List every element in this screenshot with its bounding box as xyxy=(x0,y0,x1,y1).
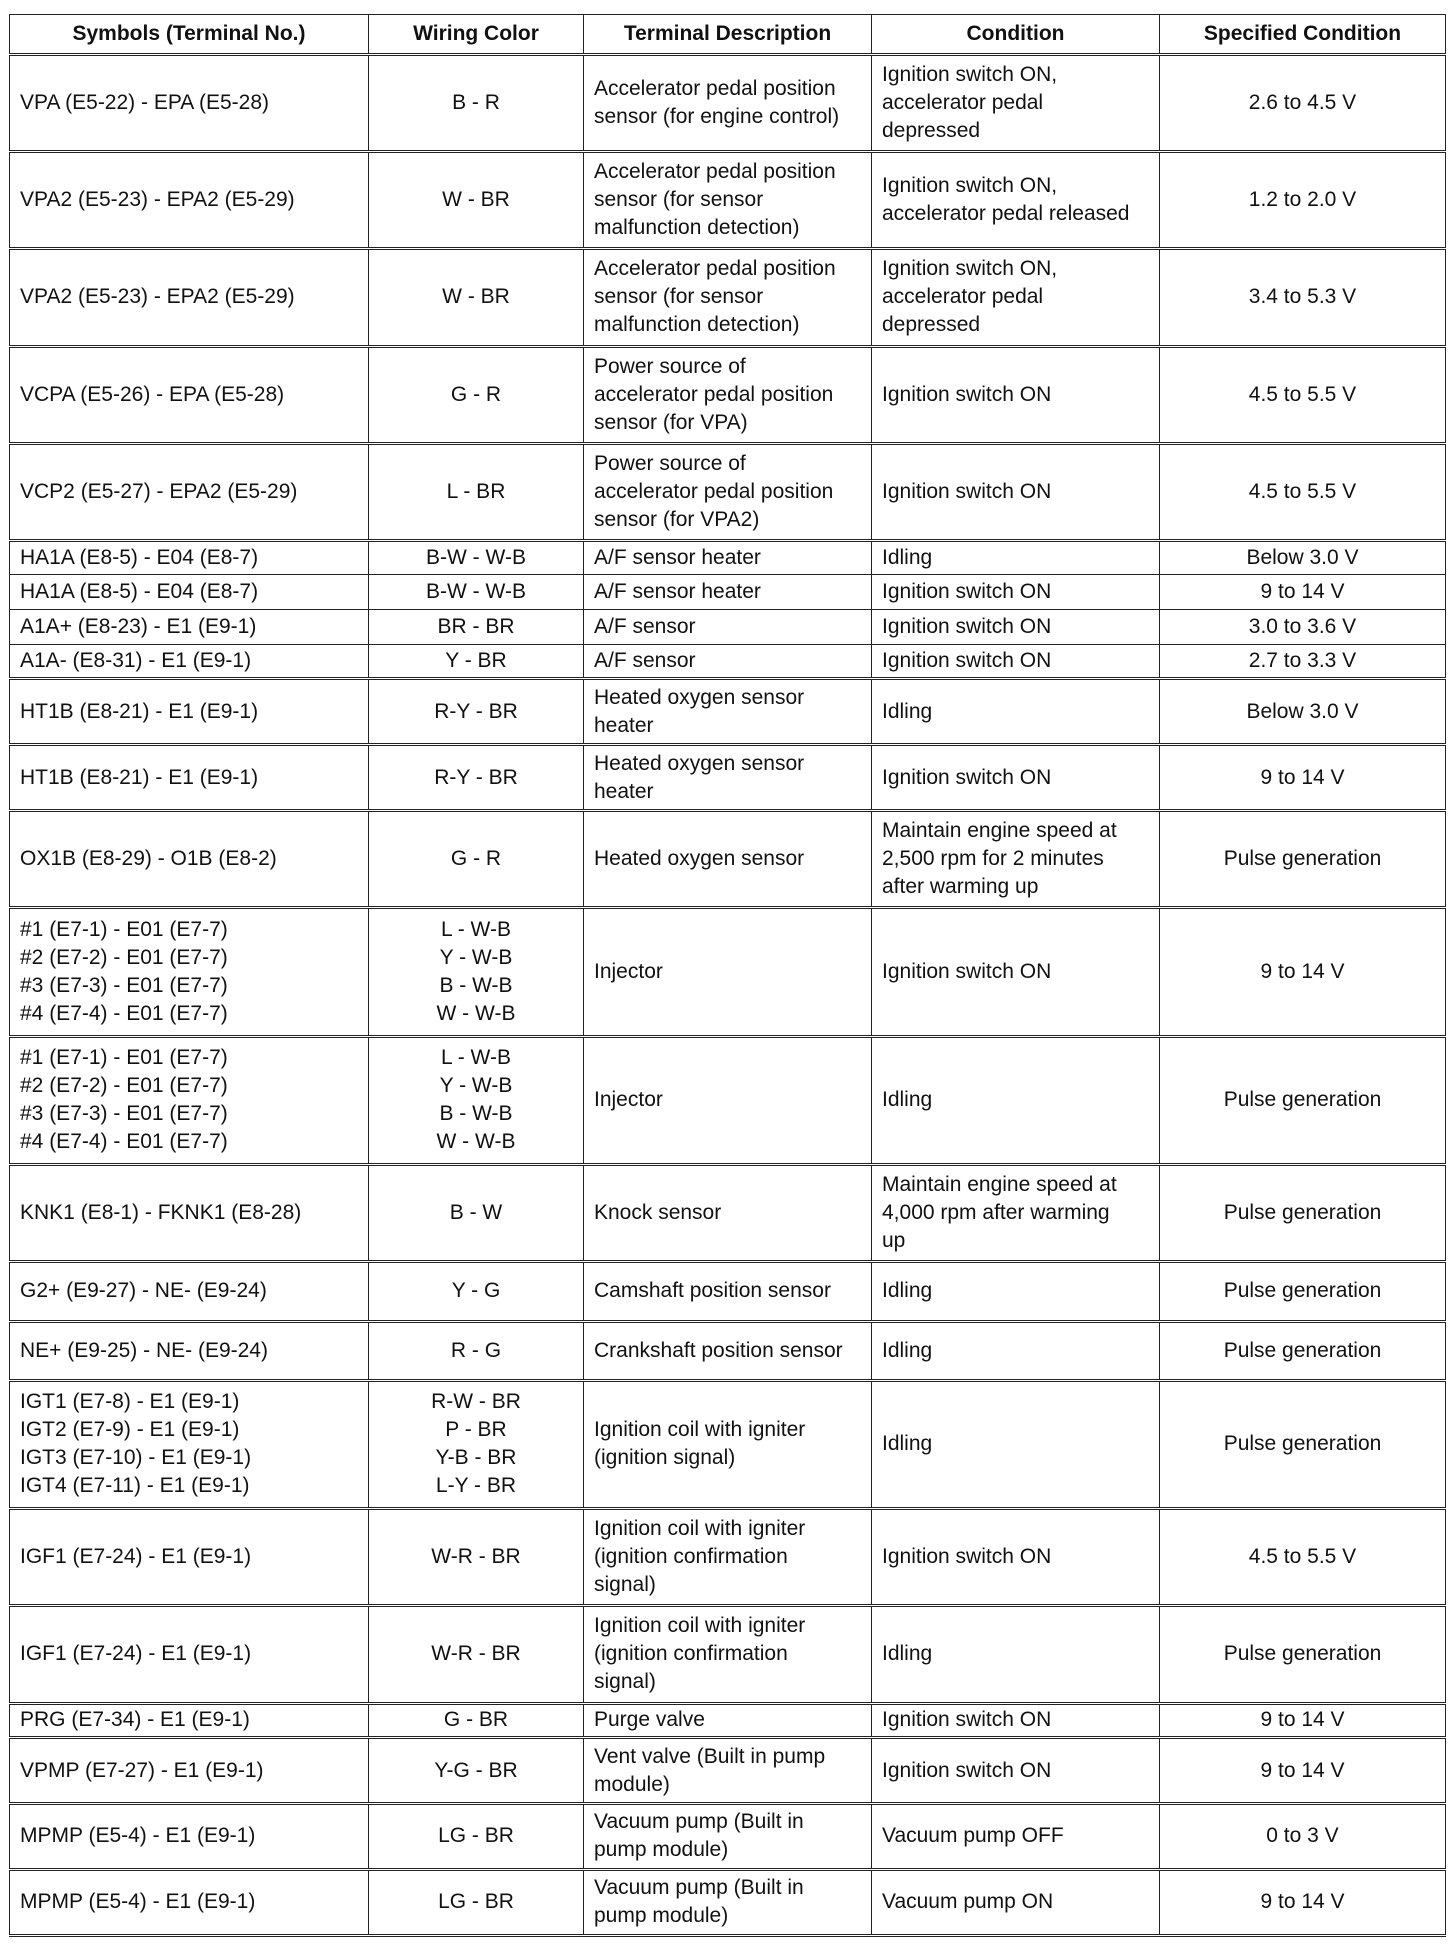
cell-line: HA1A (E8-5) - E04 (E8-7) xyxy=(20,546,259,570)
condition-cell xyxy=(872,1262,1160,1321)
wiring-color-cell xyxy=(369,1165,584,1262)
cell-line: L-Y - BR xyxy=(435,1474,517,1498)
wiring-color-cell xyxy=(369,540,584,575)
cell-line: Ignition switch ON xyxy=(882,614,1052,638)
cell-line: up xyxy=(882,1229,906,1253)
cell-line: pump module) xyxy=(594,1904,729,1928)
condition-cell xyxy=(872,610,1160,645)
condition-cell xyxy=(872,1869,1160,1935)
cell-line: sensor (for VPA) xyxy=(594,410,748,434)
cell-line: accelerator pedal released xyxy=(882,202,1130,226)
cell-line: W - W-B xyxy=(436,1002,516,1026)
cell-line: NE+ (E9-25) - NE- (E9-24) xyxy=(20,1338,268,1362)
specified-condition-cell: 9 to 14 V xyxy=(1160,1869,1446,1935)
wiring-color-cell xyxy=(369,1380,584,1508)
header-wiring-color: Wiring Color xyxy=(369,15,584,55)
cell-line: A/F sensor heater xyxy=(594,546,761,570)
specified-condition-cell: Below 3.0 V xyxy=(1160,679,1446,745)
cell-line: W-R - BR xyxy=(431,1545,521,1569)
table-row xyxy=(10,540,1446,575)
cell-line: Idling xyxy=(882,1279,933,1303)
specified-condition-cell: 9 to 14 V xyxy=(1160,1703,1446,1738)
symbols-cell xyxy=(10,1321,369,1380)
cell-line: Ignition coil with igniter xyxy=(594,1517,806,1541)
cell-line: #2 (E7-2) - E01 (E7-7) xyxy=(20,1074,228,1098)
cell-line: #4 (E7-4) - E01 (E7-7) xyxy=(20,1002,228,1026)
description-cell xyxy=(584,1380,872,1508)
cell-line: OX1B (E8-29) - O1B (E8-2) xyxy=(20,847,277,871)
description-cell xyxy=(584,1262,872,1321)
cell-line: Idling xyxy=(882,1432,933,1456)
wiring-color-cell xyxy=(369,644,584,679)
cell-line: Injector xyxy=(594,1088,663,1112)
cell-line: P - BR xyxy=(445,1418,507,1442)
cell-line: Power source of xyxy=(594,354,746,378)
cell-line: Ignition switch ON xyxy=(882,960,1052,984)
cell-line: VPMP (E7-27) - E1 (E9-1) xyxy=(20,1758,264,1782)
cell-line: accelerator pedal position xyxy=(594,382,834,406)
specified-condition-cell: Pulse generation xyxy=(1160,1380,1446,1508)
cell-line: Idling xyxy=(882,1338,933,1362)
symbols-cell xyxy=(10,1869,369,1935)
cell-line: Injector xyxy=(594,960,663,984)
cell-line: L - W-B xyxy=(440,918,511,942)
cell-line: Ignition switch ON xyxy=(882,1545,1052,1569)
cell-line: A/F sensor heater xyxy=(594,580,761,604)
cell-line: Y - BR xyxy=(445,649,507,673)
cell-line: W - BR xyxy=(442,188,510,212)
table-row xyxy=(10,249,1446,346)
specified-condition-cell: 0 to 3 V xyxy=(1160,1804,1446,1870)
cell-line: Accelerator pedal position xyxy=(594,160,836,184)
symbols-cell xyxy=(10,1509,369,1606)
wiring-color-cell xyxy=(369,1036,584,1164)
specified-condition-cell: 9 to 14 V xyxy=(1160,1738,1446,1804)
table-row xyxy=(10,346,1446,443)
cell-line: HT1B (E8-21) - E1 (E9-1) xyxy=(20,765,259,789)
cell-line: 4,000 rpm after warming xyxy=(882,1201,1110,1225)
cell-line: Crankshaft position sensor xyxy=(594,1338,843,1362)
condition-cell xyxy=(872,1738,1160,1804)
table-row xyxy=(10,575,1446,610)
symbols-cell xyxy=(10,55,369,152)
cell-line: Ignition switch ON xyxy=(882,649,1052,673)
cell-line: sensor (for sensor xyxy=(594,285,764,309)
cell-line: module) xyxy=(594,1772,670,1796)
cell-line: #1 (E7-1) - E01 (E7-7) xyxy=(20,918,228,942)
cell-line: PRG (E7-34) - E1 (E9-1) xyxy=(20,1708,250,1732)
cell-line: Y-G - BR xyxy=(434,1758,518,1782)
symbols-cell xyxy=(10,1738,369,1804)
cell-line: heater xyxy=(594,713,654,737)
symbols-cell xyxy=(10,644,369,679)
specified-condition-cell: Pulse generation xyxy=(1160,1321,1446,1380)
cell-line: B - W xyxy=(449,1201,503,1225)
symbols-cell xyxy=(10,610,369,645)
symbols-cell xyxy=(10,1165,369,1262)
symbols-cell xyxy=(10,811,369,908)
wiring-color-cell xyxy=(369,1738,584,1804)
cell-line: W - BR xyxy=(442,285,510,309)
cell-line: VPA (E5-22) - EPA (E5-28) xyxy=(20,91,269,115)
cell-line: accelerator pedal xyxy=(882,91,1044,115)
description-cell xyxy=(584,1321,872,1380)
cell-line: Heated oxygen sensor xyxy=(594,751,805,775)
table-row xyxy=(10,679,1446,745)
symbols-cell xyxy=(10,1262,369,1321)
table-row xyxy=(10,443,1446,540)
specified-condition-cell: 3.0 to 3.6 V xyxy=(1160,610,1446,645)
cell-line: pump module) xyxy=(594,1838,729,1862)
cell-line: Maintain engine speed at xyxy=(882,1173,1117,1197)
table-row xyxy=(10,1804,1446,1870)
table-row xyxy=(10,1509,1446,1606)
cell-line: B-W - W-B xyxy=(426,546,526,570)
description-cell xyxy=(584,1869,872,1935)
table-body xyxy=(10,55,1446,1936)
condition-cell xyxy=(872,1321,1160,1380)
symbols-cell xyxy=(10,679,369,745)
cell-line: #1 (E7-1) - E01 (E7-7) xyxy=(20,1046,228,1070)
description-cell xyxy=(584,443,872,540)
condition-cell xyxy=(872,811,1160,908)
symbols-cell xyxy=(10,1804,369,1870)
header-row xyxy=(10,15,1446,55)
condition-cell xyxy=(872,1165,1160,1262)
symbols-cell xyxy=(10,1703,369,1738)
cell-line: LG - BR xyxy=(438,1890,514,1914)
condition-cell xyxy=(872,1380,1160,1508)
cell-line: G - BR xyxy=(443,1708,509,1732)
table-row xyxy=(10,811,1446,908)
condition-cell xyxy=(872,679,1160,745)
cell-line: IGF1 (E7-24) - E1 (E9-1) xyxy=(20,1545,252,1569)
specified-condition-cell: Pulse generation xyxy=(1160,1036,1446,1164)
specified-condition-cell: 9 to 14 V xyxy=(1160,575,1446,610)
table-row xyxy=(10,1869,1446,1935)
wiring-color-cell xyxy=(369,908,584,1036)
cell-line: malfunction detection) xyxy=(594,313,800,337)
cell-line: B - W-B xyxy=(439,974,513,998)
symbols-cell xyxy=(10,1380,369,1508)
description-cell xyxy=(584,1165,872,1262)
cell-line: Ignition switch ON, xyxy=(882,257,1058,281)
cell-line: Vacuum pump (Built in xyxy=(594,1810,804,1834)
condition-cell xyxy=(872,908,1160,1036)
cell-line: R-W - BR xyxy=(431,1390,521,1414)
terminal-spec-table xyxy=(9,14,1446,1937)
condition-cell xyxy=(872,443,1160,540)
cell-line: G - R xyxy=(450,847,502,871)
cell-line: B-W - W-B xyxy=(426,580,526,604)
cell-line: A/F sensor xyxy=(594,649,696,673)
cell-line: Knock sensor xyxy=(594,1201,722,1225)
wiring-color-cell xyxy=(369,1321,584,1380)
cell-line: Ignition coil with igniter xyxy=(594,1418,806,1442)
cell-line: Idling xyxy=(882,699,933,723)
symbols-cell xyxy=(10,908,369,1036)
condition-cell xyxy=(872,1606,1160,1703)
table-row xyxy=(10,1703,1446,1738)
description-cell xyxy=(584,1738,872,1804)
cell-line: VPA2 (E5-23) - EPA2 (E5-29) xyxy=(20,188,295,212)
cell-line: sensor (for sensor xyxy=(594,188,764,212)
symbols-cell xyxy=(10,540,369,575)
cell-line: signal) xyxy=(594,1573,656,1597)
wiring-color-cell xyxy=(369,1509,584,1606)
cell-line: Ignition switch ON xyxy=(882,1708,1052,1732)
cell-line: G - R xyxy=(450,382,502,406)
cell-line: A1A- (E8-31) - E1 (E9-1) xyxy=(20,649,252,673)
specified-condition-cell: Pulse generation xyxy=(1160,811,1446,908)
description-cell xyxy=(584,152,872,249)
cell-line: Power source of xyxy=(594,451,746,475)
condition-cell xyxy=(872,249,1160,346)
description-cell xyxy=(584,610,872,645)
cell-line: after warming up xyxy=(882,875,1039,899)
cell-line: Ignition switch ON xyxy=(882,479,1052,503)
cell-line: Accelerator pedal position xyxy=(594,257,836,281)
cell-line: (ignition signal) xyxy=(594,1446,736,1470)
cell-line: IGT4 (E7-11) - E1 (E9-1) xyxy=(20,1474,250,1498)
cell-line: VCP2 (E5-27) - EPA2 (E5-29) xyxy=(20,479,298,503)
cell-line: IGT3 (E7-10) - E1 (E9-1) xyxy=(20,1446,252,1470)
cell-line: Idling xyxy=(882,1088,933,1112)
cell-line: Vacuum pump OFF xyxy=(882,1824,1064,1848)
symbols-cell xyxy=(10,346,369,443)
cell-line: B - R xyxy=(452,91,500,115)
specified-condition-cell: 9 to 14 V xyxy=(1160,745,1446,811)
table-row xyxy=(10,1738,1446,1804)
table-row xyxy=(10,1606,1446,1703)
wiring-color-cell xyxy=(369,249,584,346)
table-row xyxy=(10,1262,1446,1321)
wiring-color-cell xyxy=(369,1804,584,1870)
condition-cell xyxy=(872,152,1160,249)
cell-line: R-Y - BR xyxy=(434,765,518,789)
description-cell xyxy=(584,1606,872,1703)
cell-line: G2+ (E9-27) - NE- (E9-24) xyxy=(20,1279,267,1303)
cell-line: Ignition switch ON xyxy=(882,580,1052,604)
condition-cell xyxy=(872,575,1160,610)
condition-cell xyxy=(872,55,1160,152)
cell-line: A1A+ (E8-23) - E1 (E9-1) xyxy=(20,614,257,638)
wiring-color-cell xyxy=(369,152,584,249)
description-cell xyxy=(584,644,872,679)
cell-line: Y-B - BR xyxy=(435,1446,517,1470)
cell-line: sensor (for engine control) xyxy=(594,105,840,129)
header-terminal-description: Terminal Description xyxy=(584,15,872,55)
cell-line: MPMP (E5-4) - E1 (E9-1) xyxy=(20,1890,256,1914)
wiring-color-cell xyxy=(369,346,584,443)
specified-condition-cell: Pulse generation xyxy=(1160,1262,1446,1321)
cell-line: Vent valve (Built in pump xyxy=(594,1744,826,1768)
table-row xyxy=(10,610,1446,645)
table-row xyxy=(10,1380,1446,1508)
cell-line: Idling xyxy=(882,546,933,570)
description-cell xyxy=(584,745,872,811)
specified-condition-cell: 2.6 to 4.5 V xyxy=(1160,55,1446,152)
condition-cell xyxy=(872,1804,1160,1870)
table-row xyxy=(10,644,1446,679)
condition-cell xyxy=(872,745,1160,811)
cell-line: A/F sensor xyxy=(594,614,696,638)
cell-line: Ignition switch ON xyxy=(882,382,1052,406)
cell-line: KNK1 (E8-1) - FKNK1 (E8-28) xyxy=(20,1201,302,1225)
cell-line: sensor (for VPA2) xyxy=(594,507,760,531)
wiring-color-cell xyxy=(369,679,584,745)
cell-line: L - W-B xyxy=(440,1046,511,1070)
table-row xyxy=(10,1036,1446,1164)
cell-line: VPA2 (E5-23) - EPA2 (E5-29) xyxy=(20,285,295,309)
cell-line: Accelerator pedal position xyxy=(594,77,836,101)
description-cell xyxy=(584,1036,872,1164)
description-cell xyxy=(584,346,872,443)
description-cell xyxy=(584,575,872,610)
specified-condition-cell: 9 to 14 V xyxy=(1160,908,1446,1036)
condition-cell xyxy=(872,346,1160,443)
condition-cell xyxy=(872,1509,1160,1606)
description-cell xyxy=(584,908,872,1036)
table-row xyxy=(10,1321,1446,1380)
cell-line: HA1A (E8-5) - E04 (E8-7) xyxy=(20,580,259,604)
cell-line: (ignition confirmation xyxy=(594,1642,788,1666)
cell-line: BR - BR xyxy=(437,614,515,638)
table-row xyxy=(10,1165,1446,1262)
header-condition: Condition xyxy=(872,15,1160,55)
description-cell xyxy=(584,1703,872,1738)
specified-condition-cell: 3.4 to 5.3 V xyxy=(1160,249,1446,346)
cell-line: R-Y - BR xyxy=(434,699,518,723)
cell-line: Y - W-B xyxy=(439,946,513,970)
symbols-cell xyxy=(10,249,369,346)
cell-line: Ignition switch ON, xyxy=(882,63,1058,87)
description-cell xyxy=(584,540,872,575)
cell-line: 2,500 rpm for 2 minutes xyxy=(882,847,1104,871)
cell-line: Ignition switch ON, xyxy=(882,174,1058,198)
header-symbols: Symbols (Terminal No.) xyxy=(10,15,369,55)
symbols-cell xyxy=(10,745,369,811)
cell-line: Vacuum pump ON xyxy=(882,1890,1054,1914)
cell-line: depressed xyxy=(882,119,981,143)
condition-cell xyxy=(872,644,1160,679)
cell-line: Vacuum pump (Built in xyxy=(594,1876,804,1900)
specified-condition-cell: 1.2 to 2.0 V xyxy=(1160,152,1446,249)
cell-line: W - W-B xyxy=(436,1130,516,1154)
cell-line: heater xyxy=(594,779,654,803)
cell-line: LG - BR xyxy=(438,1824,514,1848)
cell-line: Ignition switch ON xyxy=(882,1758,1052,1782)
wiring-color-cell xyxy=(369,1703,584,1738)
cell-line: B - W-B xyxy=(439,1102,513,1126)
cell-line: IGT2 (E7-9) - E1 (E9-1) xyxy=(20,1418,240,1442)
cell-line: MPMP (E5-4) - E1 (E9-1) xyxy=(20,1824,256,1848)
cell-line: accelerator pedal xyxy=(882,285,1044,309)
description-cell xyxy=(584,811,872,908)
description-cell xyxy=(584,249,872,346)
description-cell xyxy=(584,1804,872,1870)
symbols-cell xyxy=(10,1606,369,1703)
cell-line: Purge valve xyxy=(594,1708,705,1732)
cell-line: Maintain engine speed at xyxy=(882,819,1117,843)
specified-condition-cell: Pulse generation xyxy=(1160,1606,1446,1703)
specified-condition-cell: 4.5 to 5.5 V xyxy=(1160,443,1446,540)
wiring-color-cell xyxy=(369,55,584,152)
cell-line: depressed xyxy=(882,313,981,337)
cell-line: IGT1 (E7-8) - E1 (E9-1) xyxy=(20,1390,240,1414)
specified-condition-cell: Pulse generation xyxy=(1160,1165,1446,1262)
specified-condition-cell: 2.7 to 3.3 V xyxy=(1160,644,1446,679)
cell-line: HT1B (E8-21) - E1 (E9-1) xyxy=(20,699,259,723)
description-cell xyxy=(584,1509,872,1606)
symbols-cell xyxy=(10,443,369,540)
description-cell xyxy=(584,55,872,152)
table-row xyxy=(10,152,1446,249)
wiring-color-cell xyxy=(369,745,584,811)
cell-line: Heated oxygen sensor xyxy=(594,685,805,709)
cell-line: W-R - BR xyxy=(431,1642,521,1666)
cell-line: (ignition confirmation xyxy=(594,1545,788,1569)
description-cell xyxy=(584,679,872,745)
condition-cell xyxy=(872,1703,1160,1738)
specified-condition-cell: Below 3.0 V xyxy=(1160,540,1446,575)
table-row xyxy=(10,908,1446,1036)
cell-line: Idling xyxy=(882,1642,933,1666)
cell-line: Heated oxygen sensor xyxy=(594,847,805,871)
specified-condition-cell: 4.5 to 5.5 V xyxy=(1160,346,1446,443)
symbols-cell xyxy=(10,152,369,249)
cell-line: Camshaft position sensor xyxy=(594,1279,831,1303)
cell-line: Ignition coil with igniter xyxy=(594,1614,806,1638)
condition-cell xyxy=(872,540,1160,575)
cell-line: #4 (E7-4) - E01 (E7-7) xyxy=(20,1130,228,1154)
wiring-color-cell xyxy=(369,811,584,908)
cell-line: #3 (E7-3) - E01 (E7-7) xyxy=(20,974,228,998)
wiring-color-cell xyxy=(369,575,584,610)
wiring-color-cell xyxy=(369,610,584,645)
table-row xyxy=(10,745,1446,811)
condition-cell xyxy=(872,1036,1160,1164)
cell-line: R - G xyxy=(450,1338,502,1362)
symbols-cell xyxy=(10,575,369,610)
wiring-color-cell xyxy=(369,1606,584,1703)
wiring-color-cell xyxy=(369,1869,584,1935)
cell-line: Y - G xyxy=(451,1279,501,1303)
cell-line: #3 (E7-3) - E01 (E7-7) xyxy=(20,1102,228,1126)
cell-line: #2 (E7-2) - E01 (E7-7) xyxy=(20,946,228,970)
cell-line: IGF1 (E7-24) - E1 (E9-1) xyxy=(20,1642,252,1666)
header-specified-condition: Specified Condition xyxy=(1160,15,1446,55)
symbols-cell xyxy=(10,1036,369,1164)
cell-line: VCPA (E5-26) - EPA (E5-28) xyxy=(20,382,285,406)
cell-line: malfunction detection) xyxy=(594,216,800,240)
cell-line: L - BR xyxy=(446,479,506,503)
cell-line: Ignition switch ON xyxy=(882,765,1052,789)
wiring-color-cell xyxy=(369,1262,584,1321)
table-row xyxy=(10,55,1446,152)
wiring-color-cell xyxy=(369,443,584,540)
cell-line: Y - W-B xyxy=(439,1074,513,1098)
cell-line: accelerator pedal position xyxy=(594,479,834,503)
cell-line: signal) xyxy=(594,1670,656,1694)
specified-condition-cell: 4.5 to 5.5 V xyxy=(1160,1509,1446,1606)
